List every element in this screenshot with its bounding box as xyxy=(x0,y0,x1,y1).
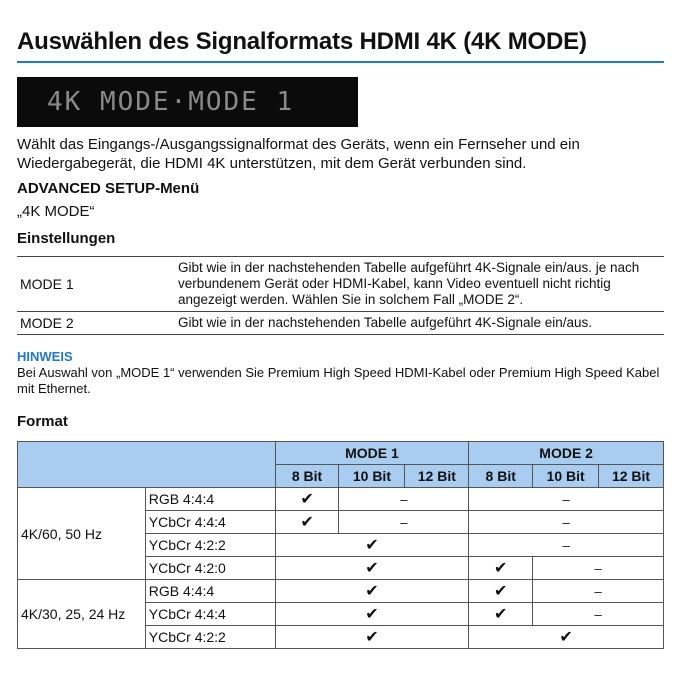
format-name: YCbCr 4:2:0 xyxy=(145,557,275,580)
note-heading: HINWEIS xyxy=(17,349,73,364)
check-mark: ✔ xyxy=(275,603,469,626)
settings-heading: Einstellungen xyxy=(17,230,116,247)
format-header-row xyxy=(18,442,664,465)
format-table xyxy=(17,441,664,649)
menu-heading: ADVANCED SETUP-Menü xyxy=(17,180,200,197)
bit-header: 12 Bit xyxy=(599,465,664,488)
check-mark: ✔ xyxy=(275,534,469,557)
note-text: Bei Auswahl von „MODE 1“ verwenden Sie Premium High Speed HDMI-Kabel oder Premium High Speed Kabel mit Ethernet. xyxy=(17,365,660,396)
check-mark: ✔ xyxy=(469,626,664,649)
setting-name: MODE 1 xyxy=(17,257,175,312)
check-mark: ✔ xyxy=(275,580,469,603)
group-label: 4K/60, 50 Hz xyxy=(18,488,146,580)
bit-header: 10 Bit xyxy=(339,465,405,488)
settings-row xyxy=(17,312,664,335)
check-mark: ✔ xyxy=(275,511,339,534)
table-row xyxy=(18,488,664,511)
table-row xyxy=(18,580,664,603)
dash-mark: – xyxy=(469,511,664,534)
format-name: YCbCr 4:2:2 xyxy=(145,534,275,557)
menu-value: „4K MODE“ xyxy=(17,203,95,220)
dash-mark: – xyxy=(533,603,664,626)
page xyxy=(17,0,664,649)
front-display: 4K MODE·MODE 1 xyxy=(17,77,358,127)
format-name: YCbCr 4:4:4 xyxy=(145,603,275,626)
group-label: 4K/30, 25, 24 Hz xyxy=(18,580,146,649)
format-corner-cell xyxy=(18,442,276,488)
bit-header: 12 Bit xyxy=(405,465,469,488)
check-mark: ✔ xyxy=(275,557,469,580)
setting-desc: Gibt wie in der nachstehenden Tabelle aufgeführt 4K-Signale ein/aus. xyxy=(175,312,664,335)
format-name: RGB 4:4:4 xyxy=(145,580,275,603)
setting-desc: Gibt wie in der nachstehenden Tabelle aufgeführt 4K-Signale ein/aus. je nach verbundenem Gerät oder HDMI-Kabel, kann Video eventuell nicht richtig angezeigt werden. Wählen Sie in solchem Fall „MODE 2“. xyxy=(175,257,664,312)
mode1-header: MODE 1 xyxy=(275,442,469,465)
dash-mark: – xyxy=(469,488,664,511)
page-title: Auswählen des Signalformats HDMI 4K (4K MODE) xyxy=(17,27,664,63)
format-name: YCbCr 4:4:4 xyxy=(145,511,275,534)
check-mark: ✔ xyxy=(275,626,469,649)
check-mark: ✔ xyxy=(275,488,339,511)
bit-header: 8 Bit xyxy=(469,465,533,488)
mode2-header: MODE 2 xyxy=(469,442,664,465)
setting-name: MODE 2 xyxy=(17,312,175,335)
intro-text: Wählt das Eingangs-/Ausgangssignalformat des Geräts, wenn ein Fernseher und ein Wiedergabegerät, die HDMI 4K unterstützen, mit dem Gerät verbunden sind. xyxy=(17,136,580,172)
format-heading: Format xyxy=(17,413,68,430)
dash-mark: – xyxy=(533,557,664,580)
check-mark: ✔ xyxy=(469,557,533,580)
bit-header: 8 Bit xyxy=(275,465,339,488)
format-name: YCbCr 4:2:2 xyxy=(145,626,275,649)
dash-mark: – xyxy=(339,511,469,534)
dash-mark: – xyxy=(339,488,469,511)
format-name: RGB 4:4:4 xyxy=(145,488,275,511)
dash-mark: – xyxy=(533,580,664,603)
bit-header: 10 Bit xyxy=(533,465,599,488)
check-mark: ✔ xyxy=(469,580,533,603)
settings-row xyxy=(17,257,664,312)
check-mark: ✔ xyxy=(469,603,533,626)
dash-mark: – xyxy=(469,534,664,557)
settings-table xyxy=(17,256,664,335)
